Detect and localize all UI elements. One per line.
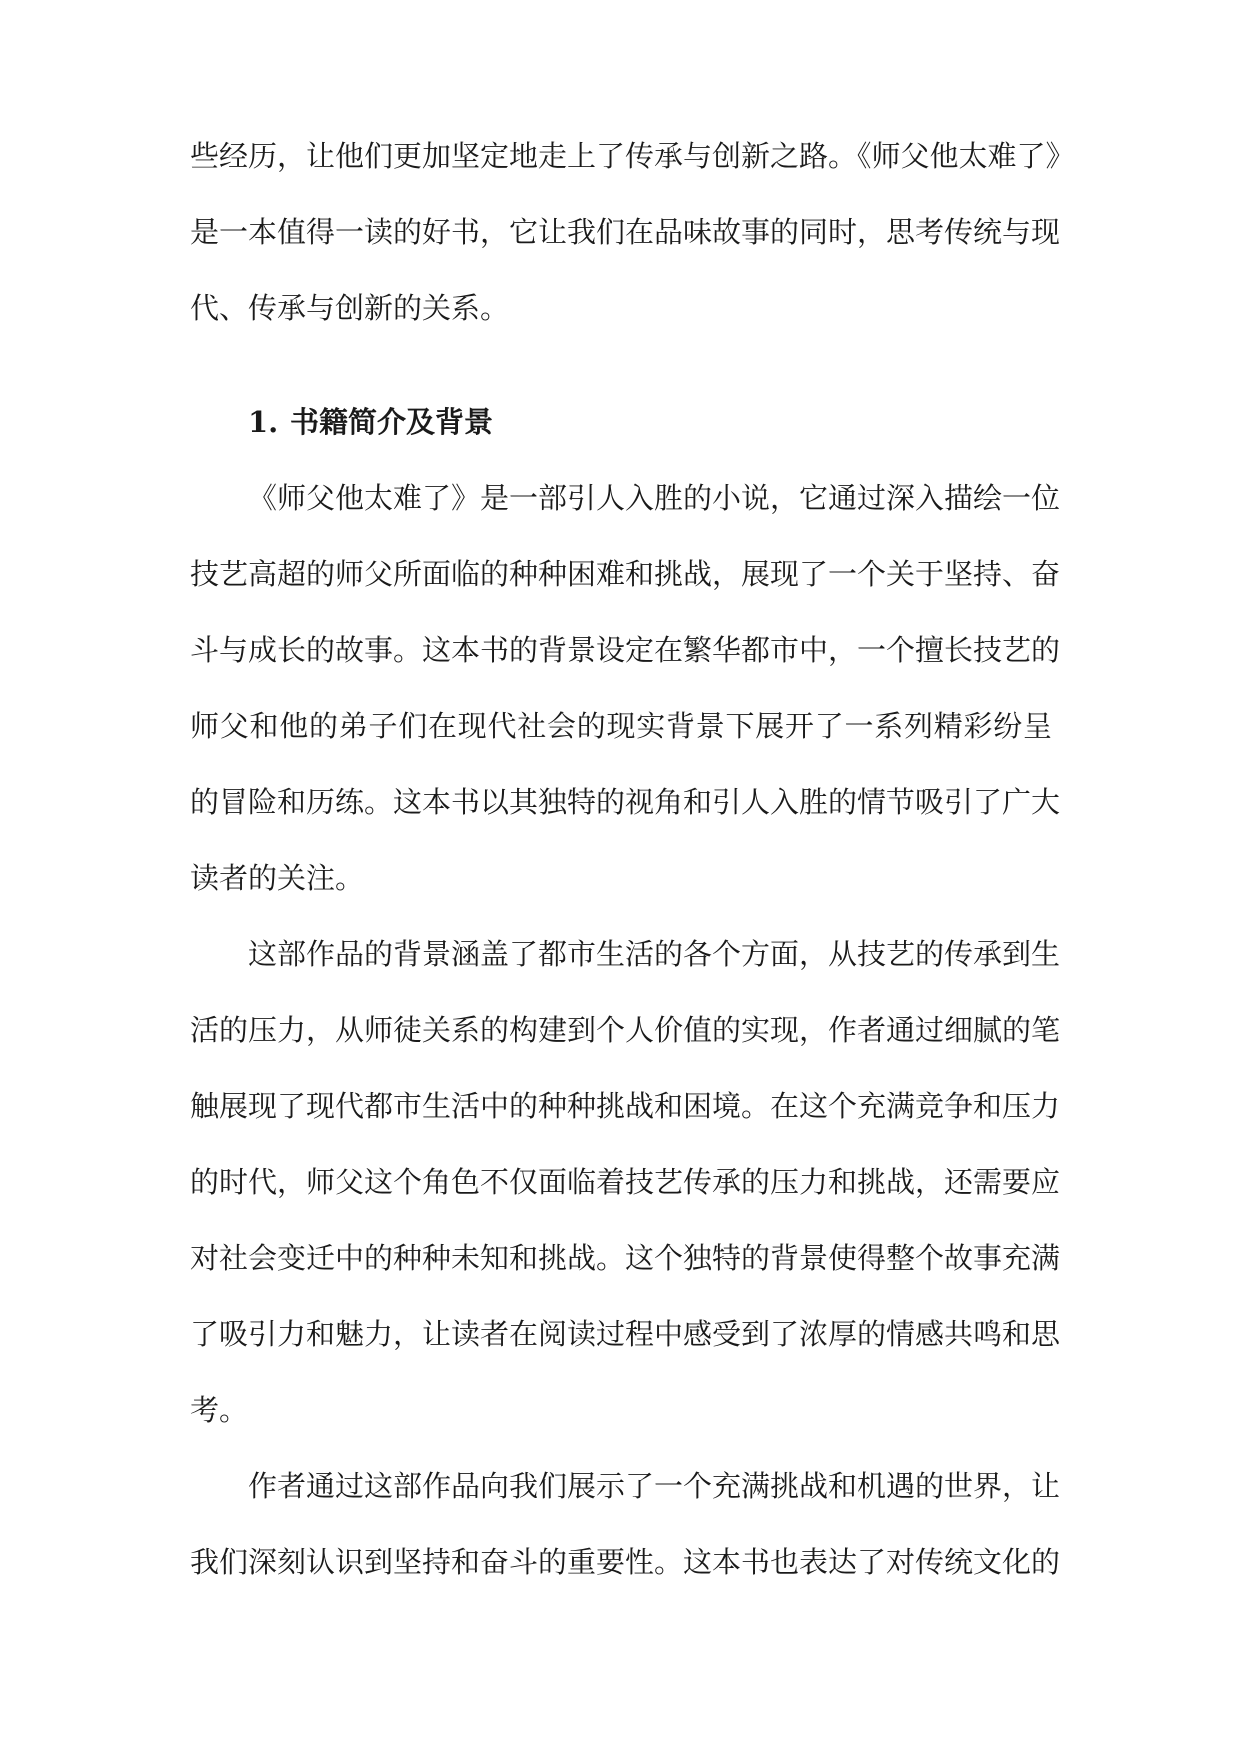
paragraph-3-line-1: 作者通过这部作品向我们展示了一个充满挑战和机遇的世界，让 (248, 1469, 1061, 1503)
paragraph-2-line-5: 对社会变迁中的种种未知和挑战。这个独特的背景使得整个故事充满 (190, 1241, 1061, 1275)
paragraph-2-line-2: 活的压力，从师徒关系的构建到个人价值的实现，作者通过细腻的笔 (190, 1013, 1061, 1047)
paragraph-1-line-6: 读者的关注。 (190, 861, 365, 895)
section-number: 1. (248, 405, 279, 439)
paragraph-2-line-4: 的时代，师父这个角色不仅面临着技艺传承的压力和挑战，还需要应 (190, 1165, 1061, 1199)
paragraph-2-line-3: 触展现了现代都市生活中的种种挑战和困境。在这个充满竞争和压力 (190, 1089, 1061, 1123)
paragraph-1-line-1: 《师父他太难了》是一部引人入胜的小说，它通过深入描绘一位 (248, 481, 1061, 515)
paragraph-1-line-2: 技艺高超的师父所面临的种种困难和挑战，展现了一个关于坚持、奋 (190, 557, 1061, 591)
paragraph-2-line-7: 考。 (190, 1393, 249, 1427)
paragraph-2-line-6: 了吸引力和魅力，让读者在阅读过程中感受到了浓厚的情感共鸣和思 (190, 1317, 1061, 1351)
paragraph-3-line-2: 我们深刻认识到坚持和奋斗的重要性。这本书也表达了对传统文化的 (190, 1545, 1061, 1579)
intro-line-2: 是一本值得一读的好书，它让我们在品味故事的同时，思考传统与现 (190, 215, 1061, 249)
intro-line-1: 些经历，让他们更加坚定地走上了传承与创新之路。《师父他太难了》 (190, 139, 1075, 173)
intro-line-3: 代、传承与创新的关系。 (190, 291, 510, 325)
section-title: 书籍简介及背景 (290, 405, 494, 439)
paragraph-1-line-5: 的冒险和历练。这本书以其独特的视角和引人入胜的情节吸引了广大 (190, 785, 1061, 819)
paragraph-1-line-3: 斗与成长的故事。这本书的背景设定在繁华都市中，一个擅长技艺的 (190, 633, 1061, 667)
paragraph-1-line-4: 师父和他的弟子们在现代社会的现实背景下展开了一系列精彩纷呈 (190, 709, 1052, 743)
paragraph-2-line-1: 这部作品的背景涵盖了都市生活的各个方面，从技艺的传承到生 (248, 937, 1061, 971)
section-heading (248, 402, 493, 442)
